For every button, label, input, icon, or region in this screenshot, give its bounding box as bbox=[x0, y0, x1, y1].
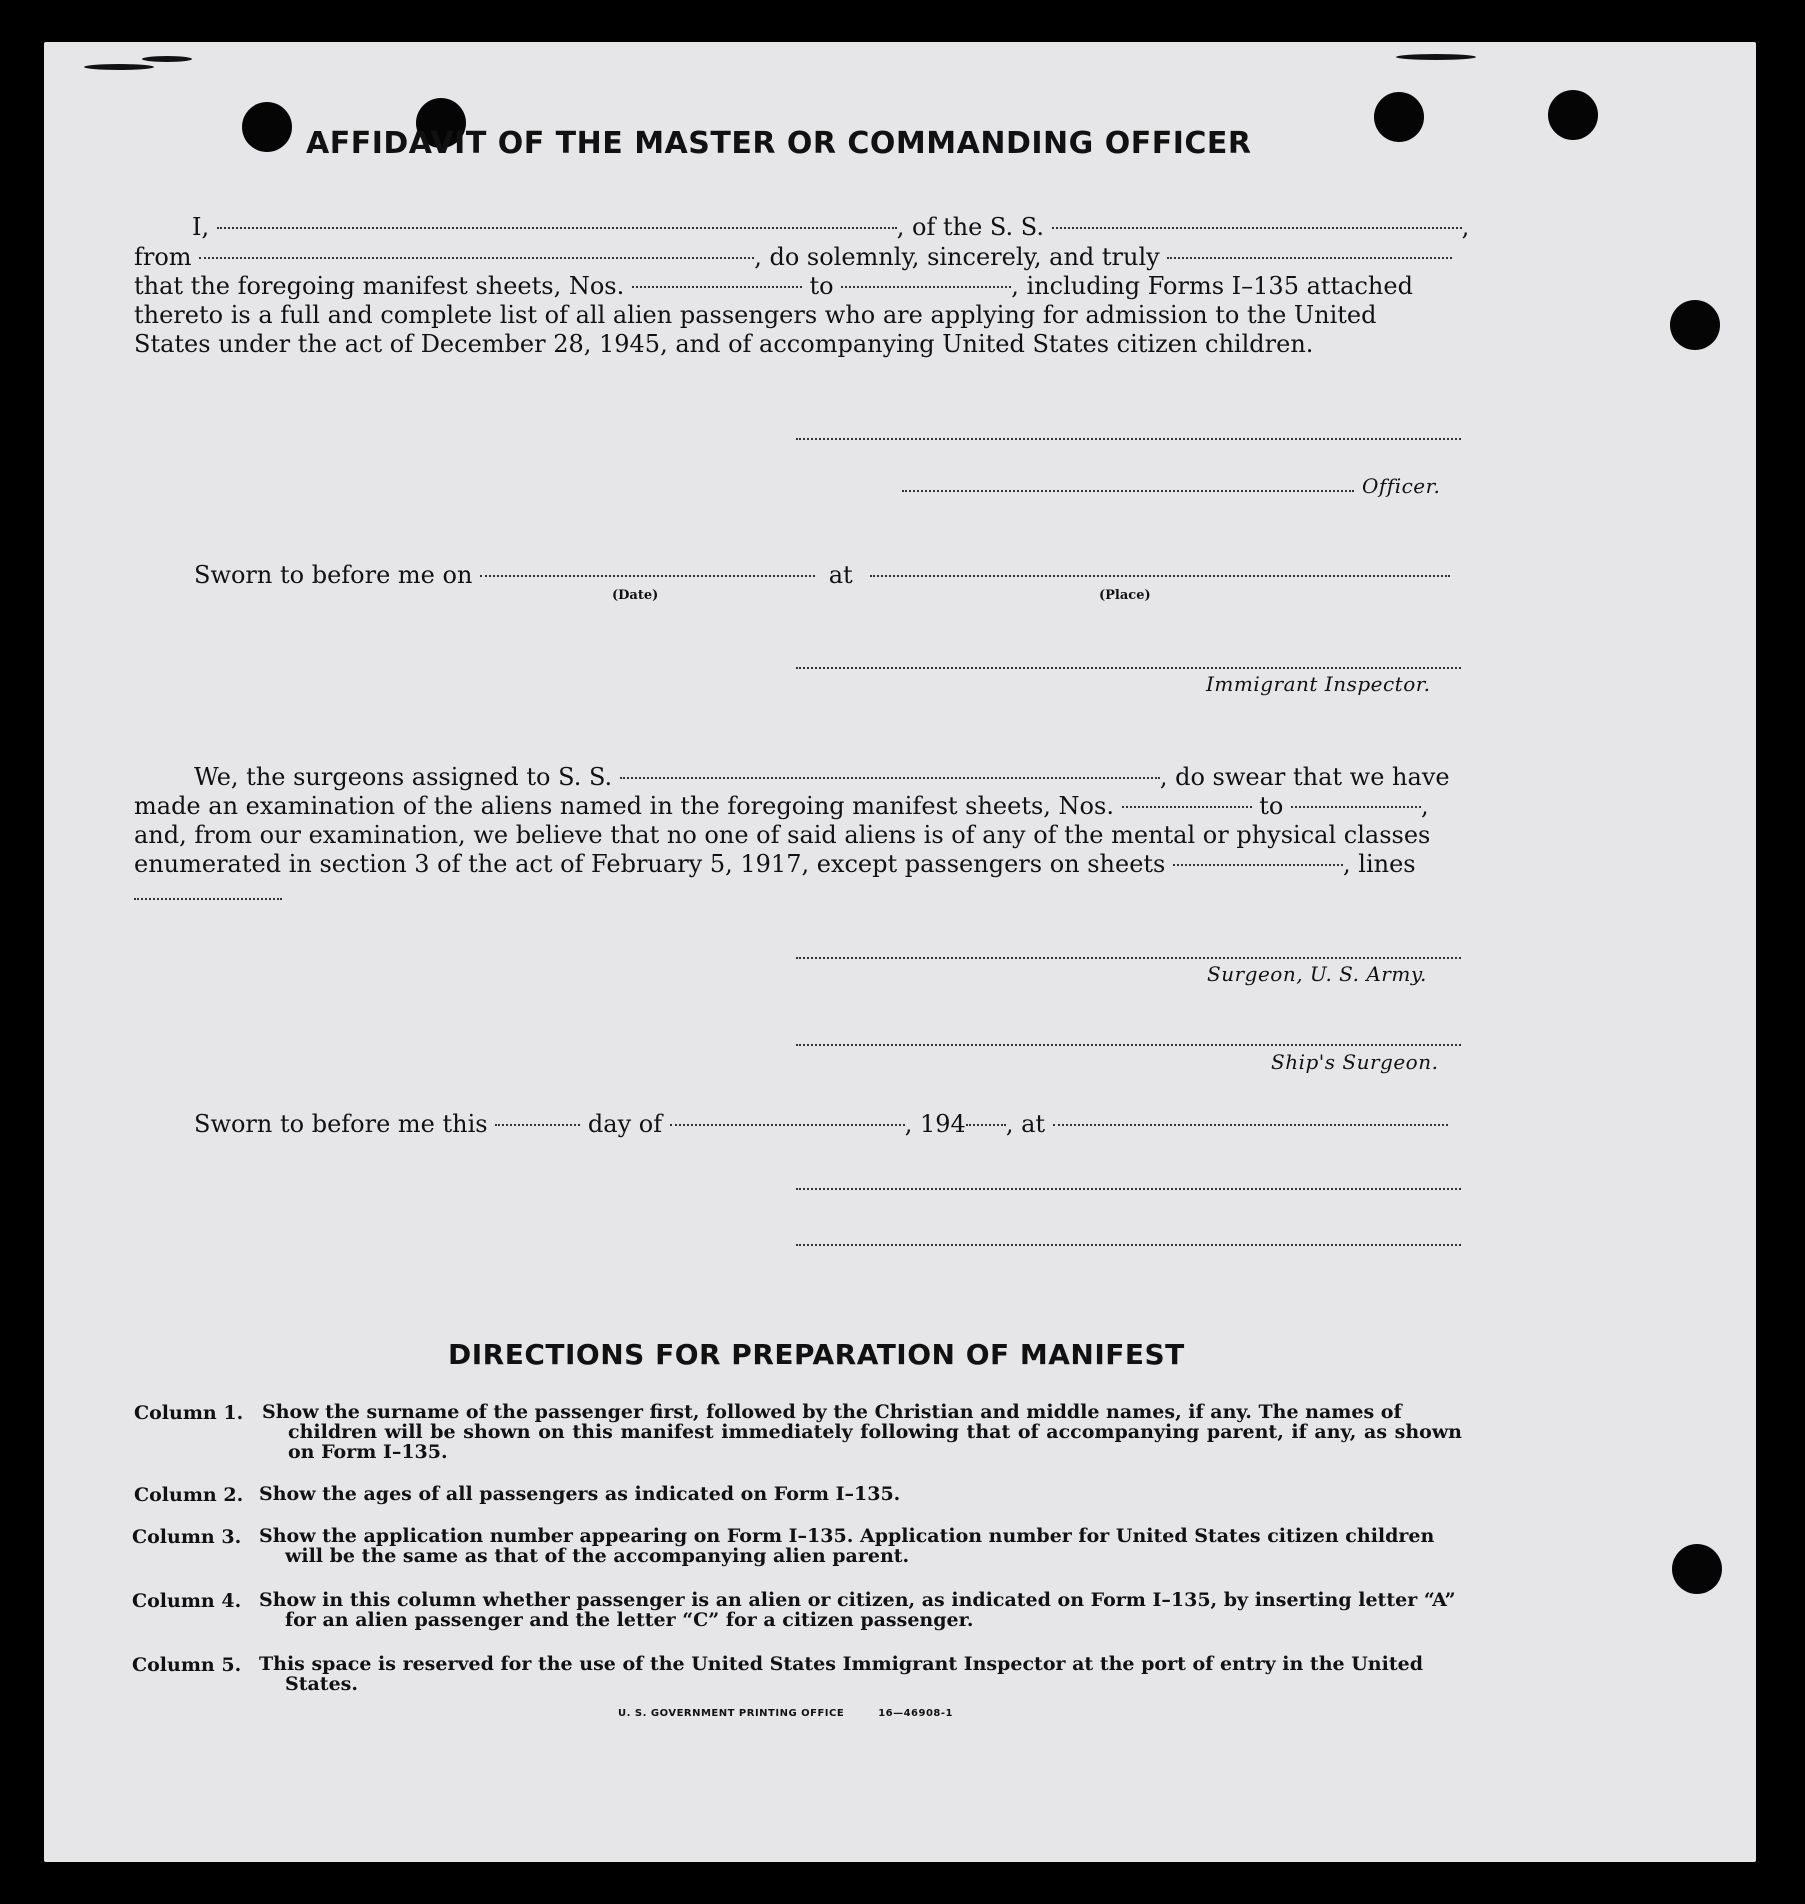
ship-surgeon-signature-line[interactable] bbox=[796, 1044, 1461, 1046]
text: I, bbox=[192, 213, 210, 241]
blank-place[interactable] bbox=[870, 574, 1450, 577]
text: Show the application number appearing on Form I–135. Application number for United States citizen children bbox=[259, 1525, 1435, 1547]
text: 16—46908-1 bbox=[878, 1708, 954, 1719]
column-text bbox=[262, 1402, 1462, 1462]
blank-oath[interactable] bbox=[1167, 256, 1452, 259]
surgeons-line-2 bbox=[134, 791, 1429, 821]
column-label: Column 3. bbox=[132, 1526, 242, 1548]
affidavit-line-1 bbox=[192, 212, 1469, 242]
blank-nos-from[interactable] bbox=[1122, 805, 1252, 808]
ink-smudge bbox=[84, 64, 154, 70]
text: enumerated in section 3 of the act of February 5, 1917, except passengers on sheets bbox=[134, 850, 1166, 878]
column-label: Column 1. bbox=[134, 1402, 244, 1424]
blank-sheets[interactable] bbox=[1173, 863, 1343, 866]
blank-month[interactable] bbox=[670, 1123, 905, 1126]
affidavit-line-5: States under the act of December 28, 1945, and of accompanying United States citizen children. bbox=[134, 330, 1314, 358]
affidavit-title: AFFIDAVIT OF THE MASTER OR COMMANDING OFFICER bbox=[306, 126, 1252, 161]
text: Show the ages of all passengers as indicated on Form I–135. bbox=[259, 1483, 901, 1505]
text: , of the S. S. bbox=[896, 213, 1044, 241]
affidavit-line-4: thereto is a full and complete list of all alien passengers who are applying for admission to the United bbox=[134, 301, 1377, 329]
blank-year[interactable] bbox=[966, 1123, 1006, 1126]
surgeons-line-1 bbox=[194, 762, 1450, 792]
sworn-date-line bbox=[194, 560, 1450, 590]
final-signature-line[interactable] bbox=[796, 1188, 1461, 1190]
surgeons-line-3: and, from our examination, we believe that no one of said aliens is of any of the mental or physical classes bbox=[134, 821, 1431, 849]
text: day of bbox=[587, 1110, 663, 1138]
text: for an alien passenger and the letter “C” for a citizen passenger. bbox=[285, 1609, 974, 1631]
directions-title: DIRECTIONS FOR PREPARATION OF MANIFEST bbox=[448, 1338, 1185, 1371]
ink-smudge bbox=[1396, 54, 1476, 60]
text: We, the surgeons assigned to S. S. bbox=[194, 763, 613, 791]
blank-nos-to[interactable] bbox=[1291, 805, 1421, 808]
printer-imprint bbox=[618, 1708, 953, 1719]
officer-label: Officer. bbox=[1362, 474, 1441, 498]
column-text bbox=[259, 1526, 1459, 1566]
column-text bbox=[259, 1654, 1459, 1694]
text: that the foregoing manifest sheets, Nos. bbox=[134, 272, 625, 300]
inspector-signature-line[interactable] bbox=[796, 667, 1461, 669]
punch-hole bbox=[1672, 1544, 1722, 1594]
column-text bbox=[259, 1484, 1459, 1504]
text: at bbox=[828, 561, 853, 589]
punch-hole bbox=[1670, 300, 1720, 350]
column-label: Column 4. bbox=[132, 1590, 242, 1612]
final-signature-line-2[interactable] bbox=[796, 1244, 1461, 1246]
affidavit-line-2 bbox=[134, 242, 1452, 272]
blank-surgeon-ship[interactable] bbox=[620, 776, 1160, 779]
ink-smudge bbox=[142, 56, 192, 62]
text: , including Forms I–135 attached bbox=[1011, 272, 1413, 300]
column-text bbox=[259, 1590, 1459, 1630]
text: children will be shown on this manifest immediately following that of accompanying parent, if any, as shown on Form I–135. bbox=[288, 1421, 1462, 1463]
officer-signature-line-2[interactable] bbox=[902, 490, 1354, 492]
affidavit-line-3 bbox=[134, 271, 1413, 301]
text: , do solemnly, sincerely, and truly bbox=[754, 243, 1160, 271]
blank-date[interactable] bbox=[480, 574, 815, 577]
text: Show in this column whether passenger is an alien or citizen, as indicated on Form I–135, by inserting letter “A” bbox=[259, 1589, 1456, 1611]
column-label: Column 2. bbox=[134, 1484, 244, 1506]
blank-sheet-to[interactable] bbox=[841, 285, 1011, 288]
text: will be the same as that of the accompanying alien parent. bbox=[285, 1545, 910, 1567]
blank-sheet-from[interactable] bbox=[632, 285, 802, 288]
punch-hole bbox=[1374, 92, 1424, 142]
army-surgeon-label: Surgeon, U. S. Army. bbox=[1207, 962, 1427, 986]
blank-name[interactable] bbox=[217, 226, 897, 229]
text: This space is reserved for the use of the United States Immigrant Inspector at the port of entry in the United bbox=[259, 1653, 1423, 1675]
text: , lines bbox=[1343, 850, 1416, 878]
text: Sworn to before me this bbox=[194, 1110, 488, 1138]
column-label: Column 5. bbox=[132, 1654, 242, 1676]
text: to bbox=[809, 272, 834, 300]
blank-from[interactable] bbox=[199, 256, 754, 259]
date-label: (Date) bbox=[612, 588, 659, 603]
blank-sworn-place[interactable] bbox=[1053, 1123, 1448, 1126]
punch-hole bbox=[242, 102, 292, 152]
text: from bbox=[134, 243, 192, 271]
document-page bbox=[44, 42, 1756, 1862]
text: , 194 bbox=[904, 1110, 966, 1138]
text: U. S. GOVERNMENT PRINTING OFFICE bbox=[618, 1708, 845, 1719]
place-label: (Place) bbox=[1099, 588, 1151, 603]
text: States. bbox=[285, 1673, 358, 1695]
text: , bbox=[1461, 213, 1470, 241]
punch-hole bbox=[1548, 90, 1598, 140]
text: , at bbox=[1005, 1110, 1046, 1138]
text: Sworn to before me on bbox=[194, 561, 473, 589]
officer-signature-line[interactable] bbox=[796, 438, 1461, 440]
text: Show the surname of the passenger first, followed by the Christian and middle names, if any. The names of bbox=[262, 1401, 1402, 1423]
blank-lines[interactable] bbox=[134, 898, 282, 900]
ship-surgeon-label: Ship's Surgeon. bbox=[1271, 1050, 1439, 1074]
inspector-label: Immigrant Inspector. bbox=[1206, 672, 1431, 696]
blank-ship[interactable] bbox=[1052, 226, 1462, 229]
text: , bbox=[1420, 792, 1429, 820]
surgeons-line-4 bbox=[134, 849, 1416, 879]
text: made an examination of the aliens named in the foregoing manifest sheets, Nos. bbox=[134, 792, 1114, 820]
sworn-day-line bbox=[194, 1109, 1448, 1139]
text: , do swear that we have bbox=[1159, 763, 1450, 791]
army-surgeon-signature-line[interactable] bbox=[796, 957, 1461, 959]
text: to bbox=[1259, 792, 1284, 820]
blank-day[interactable] bbox=[495, 1123, 580, 1126]
